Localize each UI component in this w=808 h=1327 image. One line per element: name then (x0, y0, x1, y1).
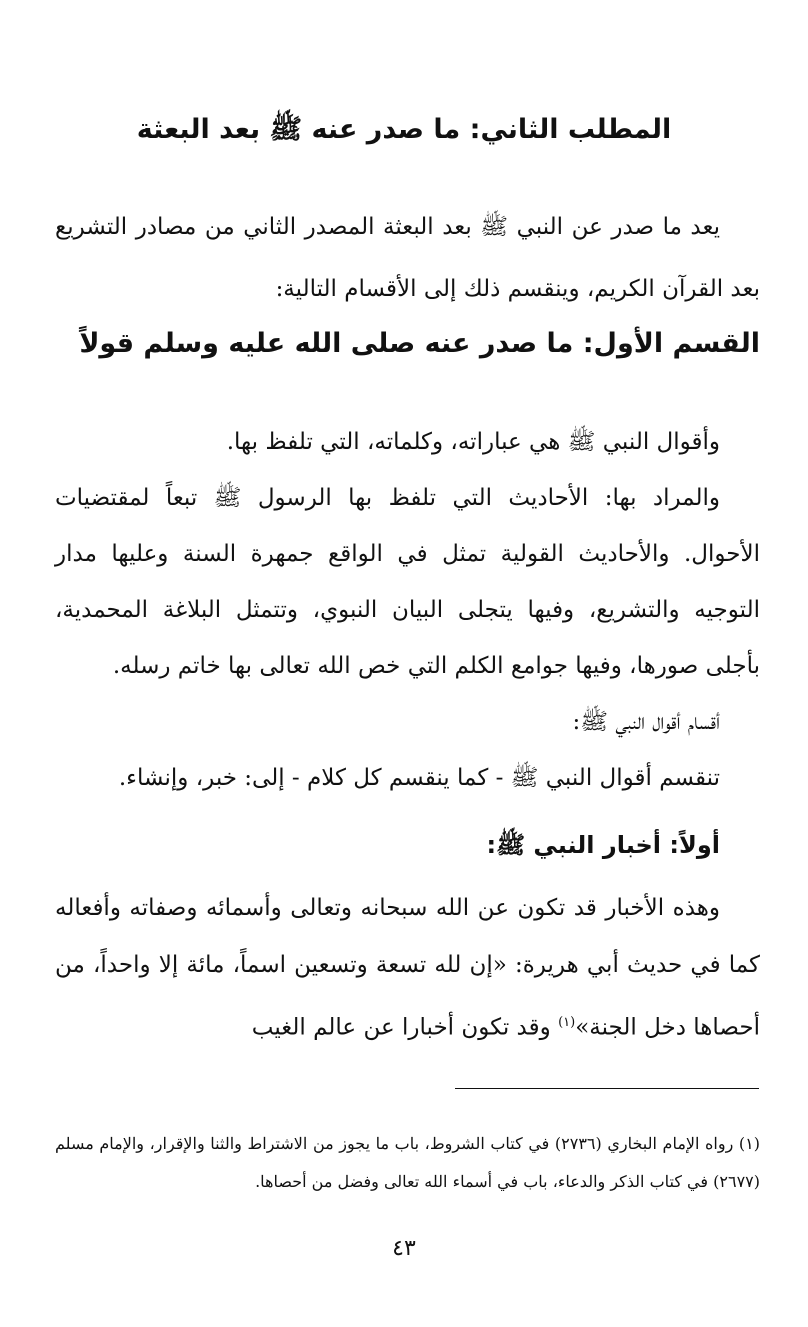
section-heading: المطلب الثاني: ما صدر عنه ﷺ بعد البعثة (136, 114, 672, 145)
page-number: ٤٣ (392, 1236, 416, 1261)
sayings-paragraph-text: وأقوال النبي ﷺ هي عباراته، وكلماته، التي تلفظ بها. (226, 429, 720, 455)
meaning-paragraph: والمراد بها: الأحاديث التي تلفظ بها الرسول ﷺ تبعاً لمقتضيات الأحوال. والأحاديث القولية تمثل في الواقع جمهرة السنة وعليها مدار التوجيه والتشريع، وفيها يتجلى البيان النبوي، وتتمثل البلاغة المحمدية، بأجلى صورها، وفيها جوامع الكلم التي خص الله تعالى بها خاتم رسله. (55, 485, 760, 679)
first-heading (60, 830, 760, 865)
news-paragraph-text-2: وقد تكون أخبارا عن عالم الغيب (251, 1014, 559, 1041)
footnote-reference[interactable]: (١) (558, 1015, 576, 1030)
news-paragraph-text-1: وهذه الأخبار قد تكون عن الله سبحانه وتعالى وأسمائه وصفاته وأفعاله كما في حديث أبي هريرة: «إن لله تسعة وتسعين اسماً، مائة إلا واحداً، من أحصاها دخل الجنة» (55, 895, 760, 1041)
intro-paragraph (55, 196, 760, 320)
sayings-paragraph (55, 414, 760, 470)
news-paragraph (55, 880, 760, 1057)
divisions-paragraph (55, 750, 760, 806)
footnote: (١) رواه الإمام البخاري (٢٧٣٦) في كتاب الشروط، باب ما يجوز من الاشتراط والثنا والإقرار، والإمام مسلم (٢٦٧٧) في كتاب الذكر والدعاء، باب في أسماء الله تعالى وفضل من أحصاها. (55, 1134, 760, 1191)
divisions-title-text: أقسام أقوال النبي ﷺ: (572, 709, 720, 735)
intro-paragraph-text: يعد ما صدر عن النبي ﷺ بعد البعثة المصدر الثاني من مصادر التشريع بعد القرآن الكريم، وينقسم ذلك إلى الأقسام التالية: (55, 214, 760, 302)
divisions-title (55, 694, 760, 750)
footnote-divider (455, 1088, 759, 1089)
divisions-paragraph-text: تنقسم أقوال النبي ﷺ - كما ينقسم كل كلام - إلى: خبر، وإنشاء. (118, 765, 720, 791)
part1-heading: القسم الأول: ما صدر عنه صلى الله عليه وسلم قولاً (79, 328, 760, 359)
first-heading-text: أولاً: أخبار النبي ﷺ: (486, 831, 720, 859)
